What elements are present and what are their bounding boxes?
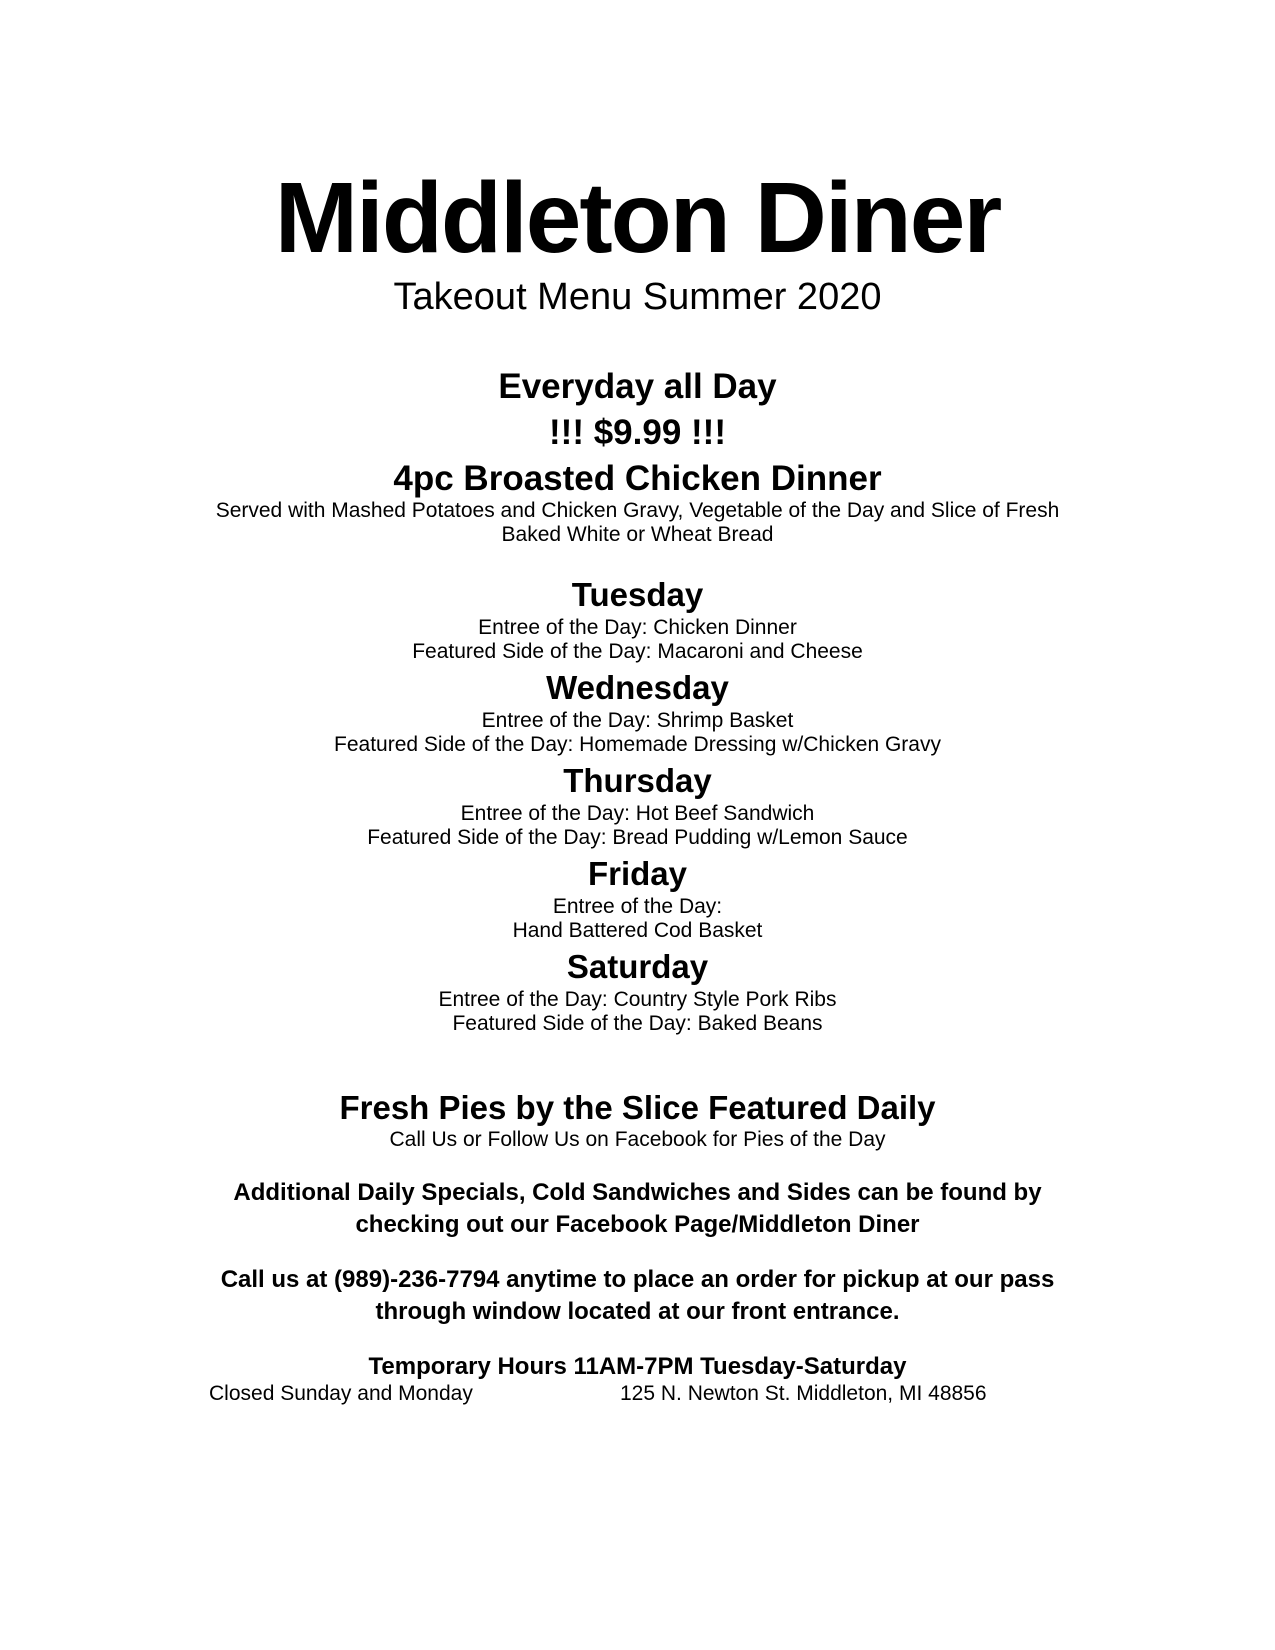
hours-text: Temporary Hours 11AM-7PM Tuesday-Saturday (368, 1353, 907, 1380)
page-title: Middleton Diner (274, 162, 1001, 274)
everyday-description-line2: Baked White or Wheat Bread (501, 523, 774, 546)
day-entree-tuesday: Entree of the Day: Chicken Dinner (478, 616, 797, 639)
day-entree-saturday: Entree of the Day: Country Style Pork Ribs (438, 988, 837, 1011)
order-line1: Call us at (989)-236-7794 anytime to place an order for pickup at our pass (220, 1266, 1055, 1293)
day-side-friday: Hand Battered Cod Basket (512, 919, 763, 942)
day-name-wednesday: Wednesday (546, 669, 729, 706)
day-entree-thursday: Entree of the Day: Hot Beef Sandwich (460, 802, 815, 825)
everyday-description-line1: Served with Mashed Potatoes and Chicken Gravy, Vegetable of the Day and Slice of Fresh (215, 499, 1060, 522)
day-name-thursday: Thursday (563, 762, 712, 799)
address-text: 125 N. Newton St. Middleton, MI 48856 (620, 1382, 987, 1405)
pies-heading: Fresh Pies by the Slice Featured Daily (339, 1089, 936, 1126)
day-entree-wednesday: Entree of the Day: Shrimp Basket (481, 709, 794, 732)
specials-line1: Additional Daily Specials, Cold Sandwiches and Sides can be found by (233, 1179, 1042, 1206)
day-side-thursday: Featured Side of the Day: Bread Pudding w/Lemon Sauce (367, 826, 908, 849)
everyday-price: !!! $9.99 !!! (549, 413, 726, 452)
closed-days-text: Closed Sunday and Monday (209, 1382, 473, 1405)
day-side-saturday: Featured Side of the Day: Baked Beans (452, 1012, 823, 1035)
day-name-saturday: Saturday (566, 948, 709, 985)
day-name-friday: Friday (587, 855, 688, 892)
day-side-tuesday: Featured Side of the Day: Macaroni and Cheese (412, 640, 863, 663)
order-line2: through window located at our front entrance. (375, 1298, 900, 1325)
specials-line2: checking out our Facebook Page/Middleton Diner (355, 1211, 920, 1238)
day-entree-friday: Entree of the Day: (552, 895, 723, 918)
pies-text: Call Us or Follow Us on Facebook for Pies of the Day (389, 1128, 886, 1151)
page-subtitle: Takeout Menu Summer 2020 (393, 276, 882, 318)
everyday-heading: Everyday all Day (498, 367, 777, 406)
day-name-tuesday: Tuesday (571, 576, 704, 613)
day-side-wednesday: Featured Side of the Day: Homemade Dressing w/Chicken Gravy (334, 733, 941, 756)
everyday-dish: 4pc Broasted Chicken Dinner (393, 459, 882, 498)
